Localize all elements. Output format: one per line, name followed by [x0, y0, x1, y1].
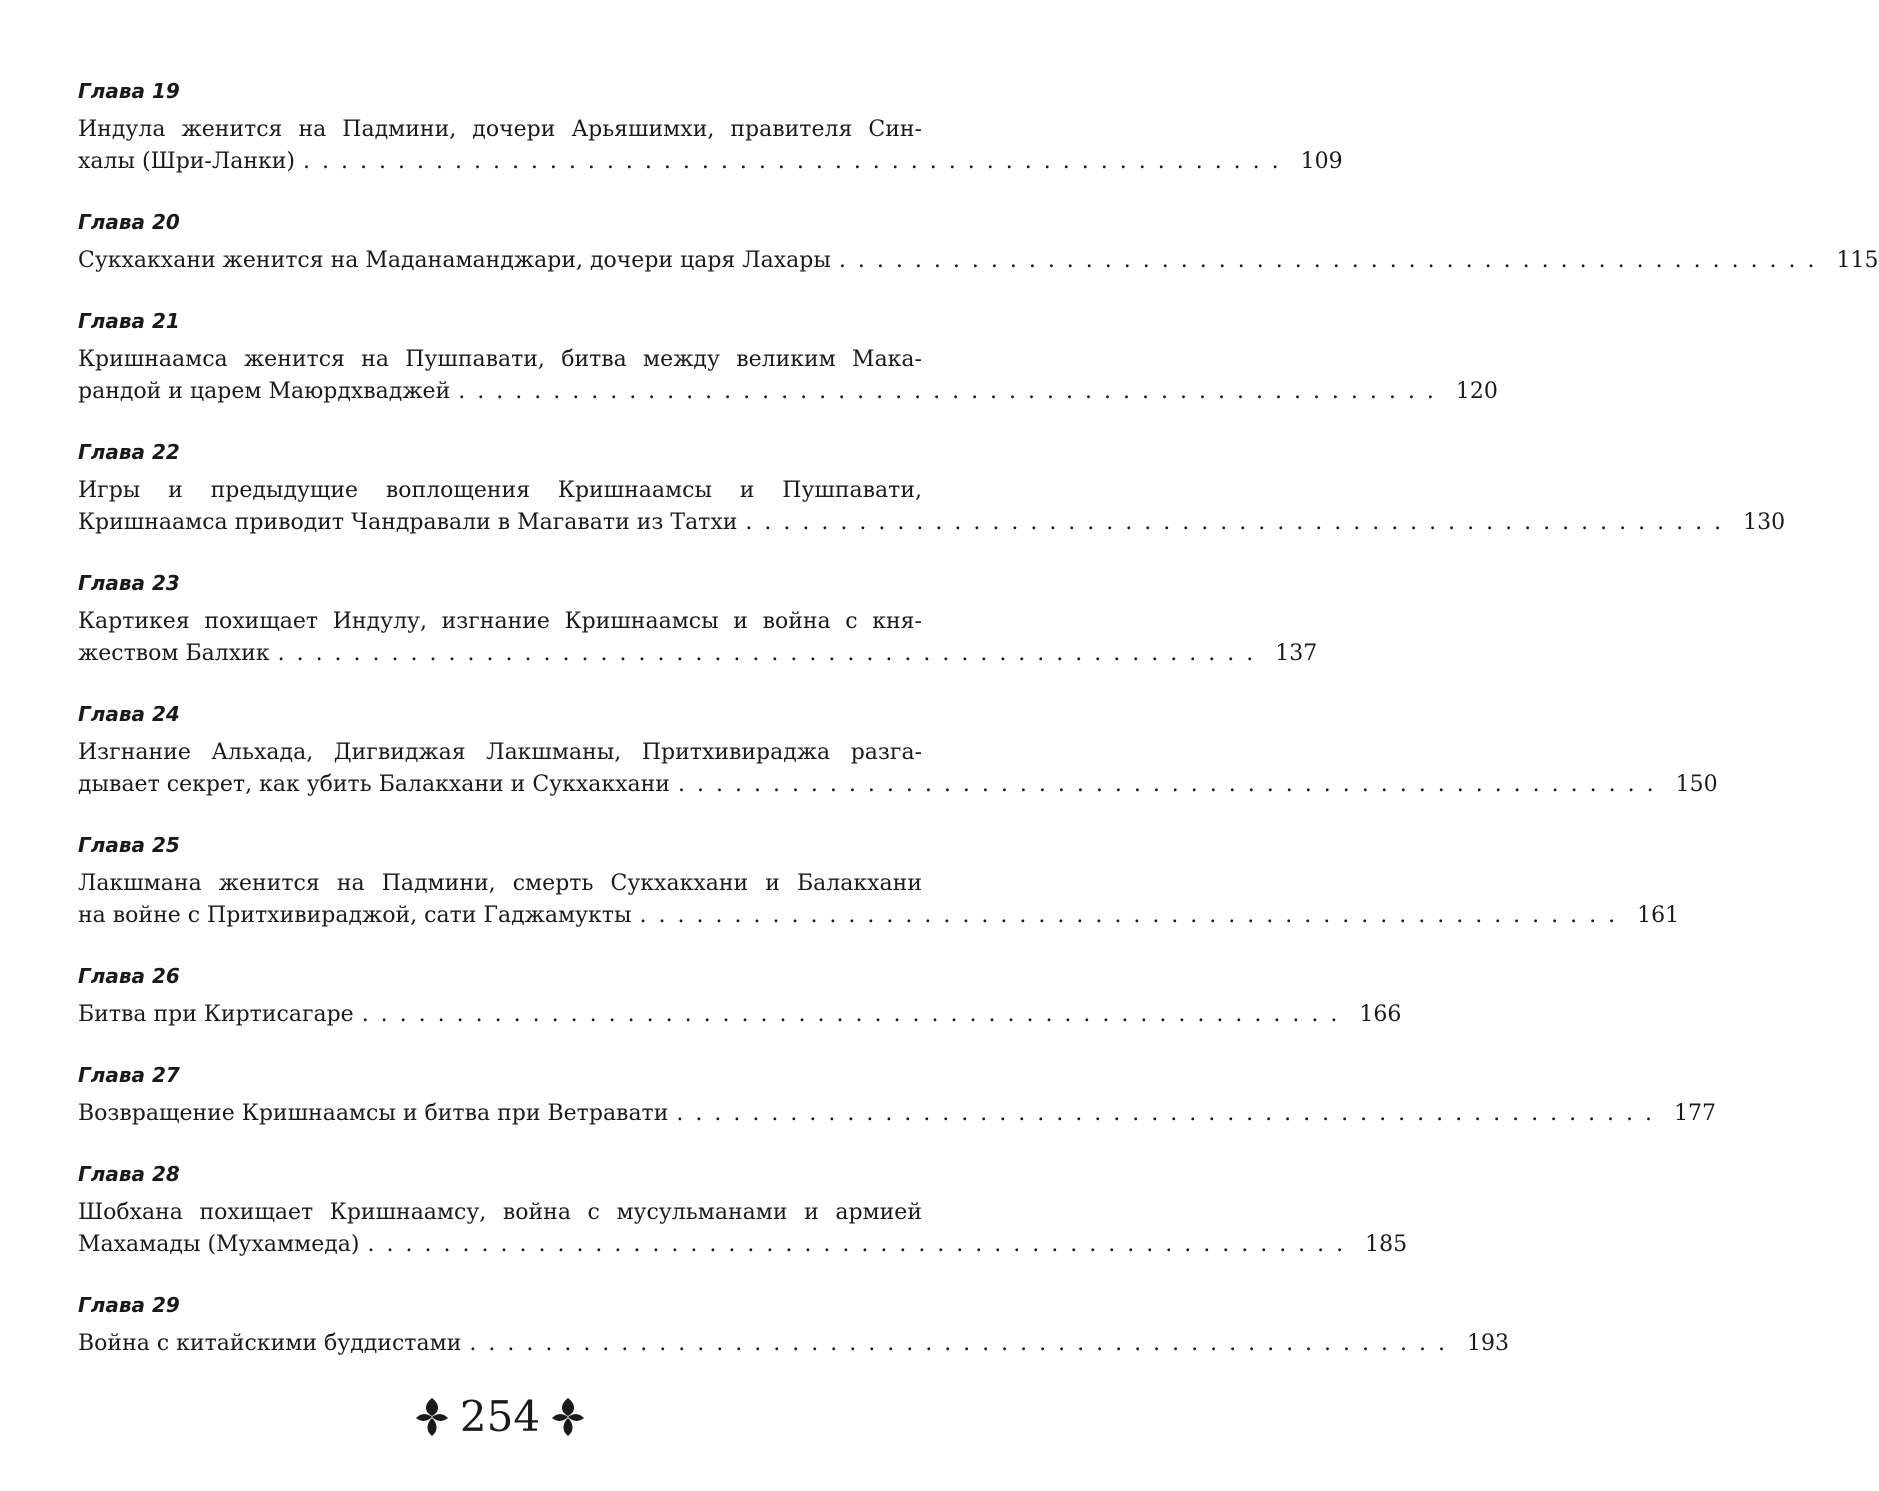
dot-leader: .................................................... — [677, 772, 1666, 797]
toc-chapter — [78, 570, 1318, 670]
dot-leader: .................................................... — [838, 248, 1827, 273]
chapter-heading: Глава 27 — [78, 1063, 180, 1087]
toc-chapter — [78, 308, 1498, 408]
page-reference: 150 — [1675, 772, 1718, 797]
page-reference: 185 — [1365, 1232, 1408, 1257]
page-reference: 130 — [1743, 510, 1786, 535]
entry-line: Индула женится на Падмини, дочери Арьяшимхи, правителя Син- — [78, 117, 922, 142]
dot-leader: .................................................... — [277, 641, 1266, 666]
entry-title: Битва при Киртисагаре — [78, 1002, 354, 1027]
chapter-heading: Глава 23 — [78, 571, 180, 595]
entry-title: рандой и царем Маюрдхваджей — [78, 379, 451, 404]
toc-chapter — [78, 78, 1343, 178]
entry-line-with-page — [78, 1229, 1408, 1261]
entry-title: на войне с Притхивираджой, сати Гаджамукты — [78, 903, 632, 928]
entry-title: жеством Балхик — [78, 641, 270, 666]
page-reference: 166 — [1359, 1002, 1402, 1027]
entry-line-with-page — [78, 376, 1498, 408]
chapter-heading: Глава 28 — [78, 1162, 180, 1186]
page-number: 254 — [459, 1392, 541, 1441]
entry-line-with-page — [78, 999, 1402, 1031]
entry-line-with-page — [78, 146, 1343, 178]
chapter-heading: Глава 21 — [78, 309, 180, 333]
chapter-heading: Глава 20 — [78, 210, 180, 234]
page-reference: 177 — [1674, 1101, 1717, 1126]
entry-line-with-page — [78, 638, 1318, 670]
page-footer — [0, 1392, 1000, 1442]
entry-title: Война с китайскими буддистами — [78, 1331, 462, 1356]
entry-line: Лакшмана женится на Падмини, смерть Сукхакхани и Балакхани — [78, 871, 922, 896]
leaf-ornament-icon — [550, 1394, 586, 1440]
toc-chapter — [78, 1292, 1510, 1360]
page-reference: 109 — [1300, 149, 1343, 174]
chapter-heading: Глава 26 — [78, 964, 180, 988]
entry-line: Игры и предыдущие воплощения Кришнаамсы и Пушпавати, — [78, 478, 922, 503]
dot-leader: .................................................... — [303, 149, 1291, 174]
table-of-contents — [78, 78, 1879, 1391]
dot-leader: .................................................... — [367, 1232, 1356, 1257]
entry-line: Картикея похищает Индулу, изгнание Кришнаамсы и война с кня- — [78, 609, 922, 634]
chapter-heading: Глава 29 — [78, 1293, 180, 1317]
dot-leader: .................................................... — [458, 379, 1446, 404]
page-reference: 137 — [1275, 641, 1318, 666]
dot-leader: .................................................... — [469, 1331, 1458, 1356]
entry-title: Возвращение Кришнаамсы и битва при Ветравати — [78, 1101, 669, 1126]
toc-chapter — [78, 701, 1718, 801]
entry-title: дывает секрет, как убить Балакхани и Сукхакхани — [78, 772, 670, 797]
toc-chapter — [78, 963, 1402, 1031]
toc-chapter — [78, 832, 1680, 932]
page-reference: 115 — [1836, 248, 1879, 273]
entry-line-with-page — [78, 900, 1680, 932]
toc-chapter — [78, 1161, 1408, 1261]
entry-line-with-page — [78, 769, 1718, 801]
entry-line-with-page — [78, 245, 1879, 277]
dot-leader: .................................................... — [745, 510, 1734, 535]
leaf-ornament-icon — [414, 1394, 450, 1440]
entry-line: Кришнаамса женится на Пушпавати, битва между великим Мака- — [78, 347, 922, 372]
entry-line: Шобхана похищает Кришнаамсу, война с мусульманами и армией — [78, 1200, 922, 1225]
page-reference: 193 — [1467, 1331, 1510, 1356]
dot-leader: .................................................... — [361, 1002, 1350, 1027]
dot-leader: .................................................... — [639, 903, 1628, 928]
toc-chapter — [78, 439, 1786, 539]
entry-title: Кришнаамса приводит Чандравали в Магавати из Татхи — [78, 510, 738, 535]
entry-line-with-page — [78, 1098, 1717, 1130]
toc-chapter — [78, 1062, 1717, 1130]
entry-line-with-page — [78, 1328, 1510, 1360]
entry-title: Махамады (Мухаммеда) — [78, 1232, 360, 1257]
dot-leader: .................................................... — [676, 1101, 1665, 1126]
page-reference: 161 — [1637, 903, 1680, 928]
entry-line: Изгнание Альхада, Дигвиджая Лакшманы, Притхивираджа разга- — [78, 740, 922, 765]
chapter-heading: Глава 22 — [78, 440, 180, 464]
entry-line-with-page — [78, 507, 1786, 539]
entry-title: халы (Шри-Ланки) — [78, 149, 296, 174]
entry-title: Сукхакхани женится на Маданаманджари, дочери царя Лахары — [78, 248, 831, 273]
chapter-heading: Глава 24 — [78, 702, 180, 726]
chapter-heading: Глава 19 — [78, 79, 180, 103]
toc-chapter — [78, 209, 1879, 277]
chapter-heading: Глава 25 — [78, 833, 180, 857]
page-reference: 120 — [1455, 379, 1498, 404]
